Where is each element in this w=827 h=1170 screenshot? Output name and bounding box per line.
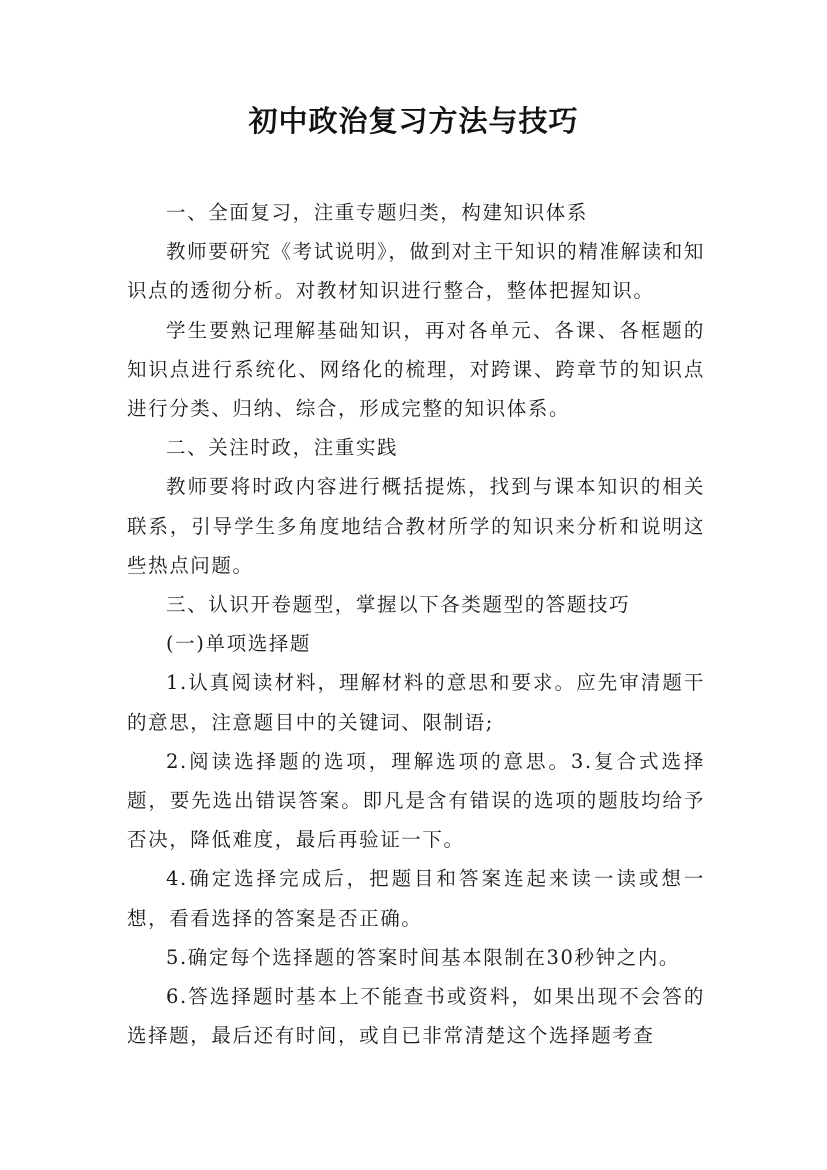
list-item: 2.阅读选择题的选项，理解选项的意思。3.复合式选择题，要先选出错误答案。即凡是含有错误的选项的题肢均给予否决，降低难度，最后再验证一下。 bbox=[127, 749, 705, 852]
body-paragraph: 学生要熟记理解基础知识，再对各单元、各课、各框题的知识点进行系统化、网络化的梳理，对跨课、跨章节的知识点进行分类、归纳、综合，形成完整的知识体系。 bbox=[127, 318, 705, 421]
document-body bbox=[127, 193, 705, 1055]
list-item: 6.答选择题时基本上不能查书或资料，如果出现不会答的选择题，最后还有时间，或自已非常清楚这个选择题考查 bbox=[127, 985, 705, 1048]
section-heading-2: 二、关注时政，注重实践 bbox=[166, 436, 399, 460]
body-paragraph: 教师要研究《考试说明》，做到对主干知识的精准解读和知识点的透彻分析。对教材知识进行整合，整体把握知识。 bbox=[127, 240, 705, 303]
list-item: 4.确定选择完成后，把题目和答案连起来读一读或想一想，看看选择的答案是否正确。 bbox=[127, 867, 705, 930]
body-paragraph: 教师要将时政内容进行概括提炼，找到与课本知识的相关联系，引导学生多角度地结合教材所学的知识来分析和说明这些热点问题。 bbox=[127, 475, 705, 577]
document-title: 初中政治复习方法与技巧 bbox=[248, 104, 579, 138]
section-heading-3: 三、认识开卷题型，掌握以下各类题型的答题技巧 bbox=[166, 593, 631, 617]
subsection-heading: (一)单项选择题 bbox=[166, 632, 312, 656]
list-item: 1.认真阅读材料，理解材料的意思和要求。应先审清题干的意思，注意题目中的关键词、限制语; bbox=[127, 671, 705, 734]
list-item: 5.确定每个选择题的答案时间基本限制在30秒钟之内。 bbox=[166, 945, 681, 969]
section-heading-1: 一、全面复习，注重专题归类，构建知识体系 bbox=[166, 201, 589, 224]
